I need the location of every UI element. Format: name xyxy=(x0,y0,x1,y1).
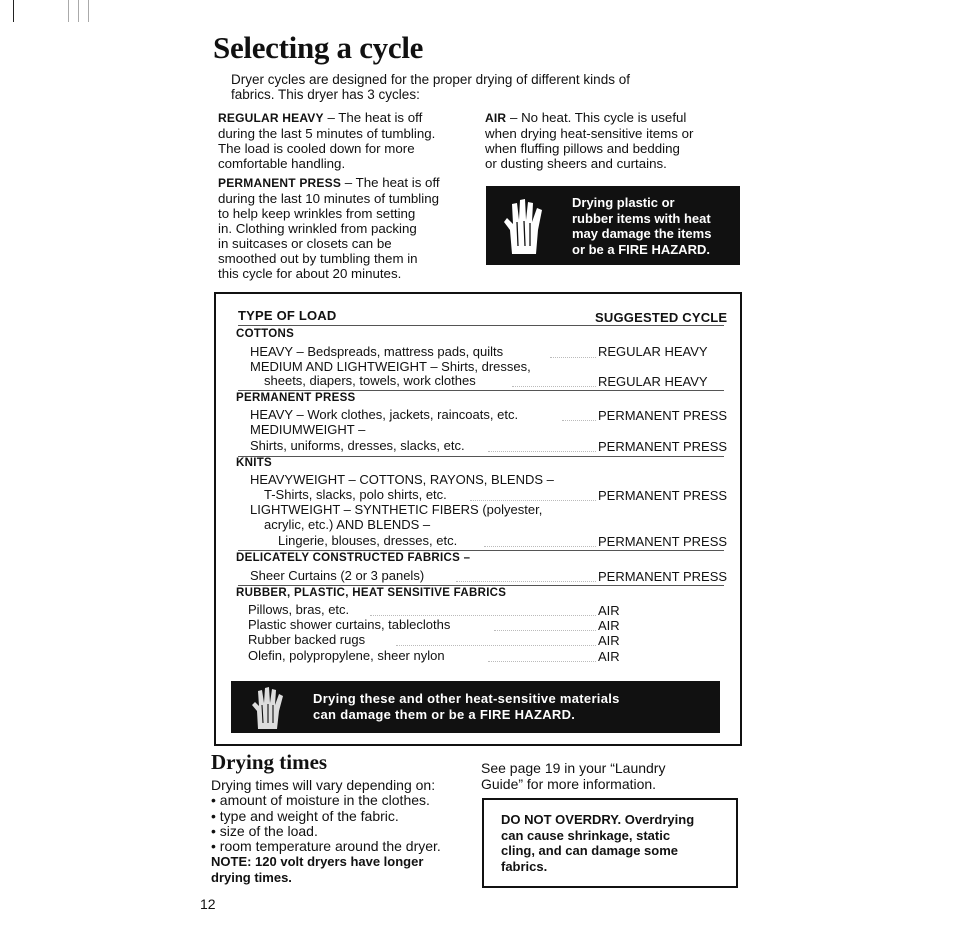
scan-mark xyxy=(13,0,14,22)
table-row: Shirts, uniforms, dresses, slacks, etc. xyxy=(250,438,465,453)
cycle-value: REGULAR HEAVY xyxy=(598,344,708,359)
table-row: Rubber backed rugs xyxy=(248,632,366,647)
table-row: HEAVY – Work clothes, jackets, raincoats, etc. xyxy=(250,407,519,422)
cycle-value: PERMANENT PRESS xyxy=(598,488,728,503)
header-rule xyxy=(238,325,724,326)
table-row: Olefin, polypropylene, sheer nylon xyxy=(248,648,445,663)
category-permanent-press: PERMANENT PRESS xyxy=(236,392,356,404)
laundry-guide-reference: See page 19 in your “Laundry Guide” for more information. xyxy=(481,760,666,792)
cycle-value: PERMANENT PRESS xyxy=(598,408,728,423)
drying-times-text: Drying times will vary depending on: • amount of moisture in the clothes. • type and weight of the fabric. • size of the load. • room temperature around the dryer. NOTE: 120 volt dryers have longer drying times. xyxy=(211,778,481,885)
table-row: HEAVYWEIGHT – COTTONS, RAYONS, BLENDS – xyxy=(250,472,554,487)
intro-text: Dryer cycles are designed for the proper drying of different kinds of fabrics. This dryer has 3 cycles: xyxy=(231,72,630,102)
list-item: • type and weight of the fabric. xyxy=(211,807,399,824)
fire-hazard-warning: Drying plastic or rubber items with heat may damage the items or be a FIRE HAZARD. xyxy=(486,186,740,265)
hand-stop-icon xyxy=(249,685,289,731)
cycle-value: AIR xyxy=(598,603,620,618)
cycle-value: AIR xyxy=(598,618,620,633)
column-header-type: TYPE OF LOAD xyxy=(238,308,337,323)
cycle-value: AIR xyxy=(598,649,620,664)
note-text: NOTE: 120 volt dryers have longer xyxy=(211,854,424,870)
cycle-value: REGULAR HEAVY xyxy=(598,374,708,389)
overdry-warning-box: DO NOT OVERDRY. Overdrying can cause shrinkage, static cling, and can damage some fabrics. xyxy=(482,798,738,888)
cycle-value: AIR xyxy=(598,633,620,648)
category-cottons: COTTONS xyxy=(236,328,295,340)
regular-heavy-description: REGULAR HEAVY – The heat is off during the last 5 minutes of tumbling. The load is cooled down for more comfortable handling. xyxy=(218,110,436,171)
table-row: acrylic, etc.) AND BLENDS – xyxy=(264,517,431,532)
list-item: • amount of moisture in the clothes. xyxy=(211,792,430,809)
note-text: drying times. xyxy=(211,869,292,885)
permanent-press-description: PERMANENT PRESS – The heat is off during the last 10 minutes of tumbling to help keep wrinkles from setting in. Clothing wrinkled from packing in suitcases or closets can be smoothed out by tumbling them in this cycle for about 20 minutes. xyxy=(218,175,440,281)
table-row: MEDIUMWEIGHT – xyxy=(250,422,366,437)
cycle-value: PERMANENT PRESS xyxy=(598,569,728,584)
heat-sensitive-warning: Drying these and other heat-sensitive materials can damage them or be a FIRE HAZARD. xyxy=(231,681,720,733)
table-row: HEAVY – Bedspreads, mattress pads, quilts xyxy=(250,344,504,359)
page-title: Selecting a cycle xyxy=(213,30,424,65)
category-knits: KNITS xyxy=(236,457,272,469)
scan-mark xyxy=(68,0,69,22)
section-heading-drying-times: Drying times xyxy=(211,750,328,774)
table-row: MEDIUM AND LIGHTWEIGHT – Shirts, dresses, xyxy=(250,359,531,374)
hand-stop-icon xyxy=(500,196,552,256)
table-row: sheets, diapers, towels, work clothes xyxy=(264,373,476,388)
scan-mark xyxy=(88,0,89,22)
table-row: LIGHTWEIGHT – SYNTHETIC FIBERS (polyester, xyxy=(250,502,543,517)
cycle-selection-table xyxy=(214,292,742,746)
table-row: T-Shirts, slacks, polo shirts, etc. xyxy=(264,487,447,502)
air-description: AIR – No heat. This cycle is useful when drying heat-sensitive items or when fluffing pillows and bedding or dusting sheers and curtains. xyxy=(485,110,694,171)
table-row: Sheer Curtains (2 or 3 panels) xyxy=(250,568,425,583)
cycle-value: PERMANENT PRESS xyxy=(598,439,728,454)
category-delicate: DELICATELY CONSTRUCTED FABRICS – xyxy=(236,552,471,564)
page-number: 12 xyxy=(200,896,216,912)
list-item: • room temperature around the dryer. xyxy=(211,838,441,855)
table-row: Lingerie, blouses, dresses, etc. xyxy=(278,533,458,548)
scan-mark xyxy=(78,0,79,22)
category-rubber-plastic: RUBBER, PLASTIC, HEAT SENSITIVE FABRICS xyxy=(236,587,507,599)
table-row: Plastic shower curtains, tablecloths xyxy=(248,617,451,632)
cycle-value: PERMANENT PRESS xyxy=(598,534,728,549)
table-row: Pillows, bras, etc. xyxy=(248,602,350,617)
list-item: • size of the load. xyxy=(211,822,318,839)
column-header-cycle: SUGGESTED CYCLE xyxy=(595,310,728,325)
